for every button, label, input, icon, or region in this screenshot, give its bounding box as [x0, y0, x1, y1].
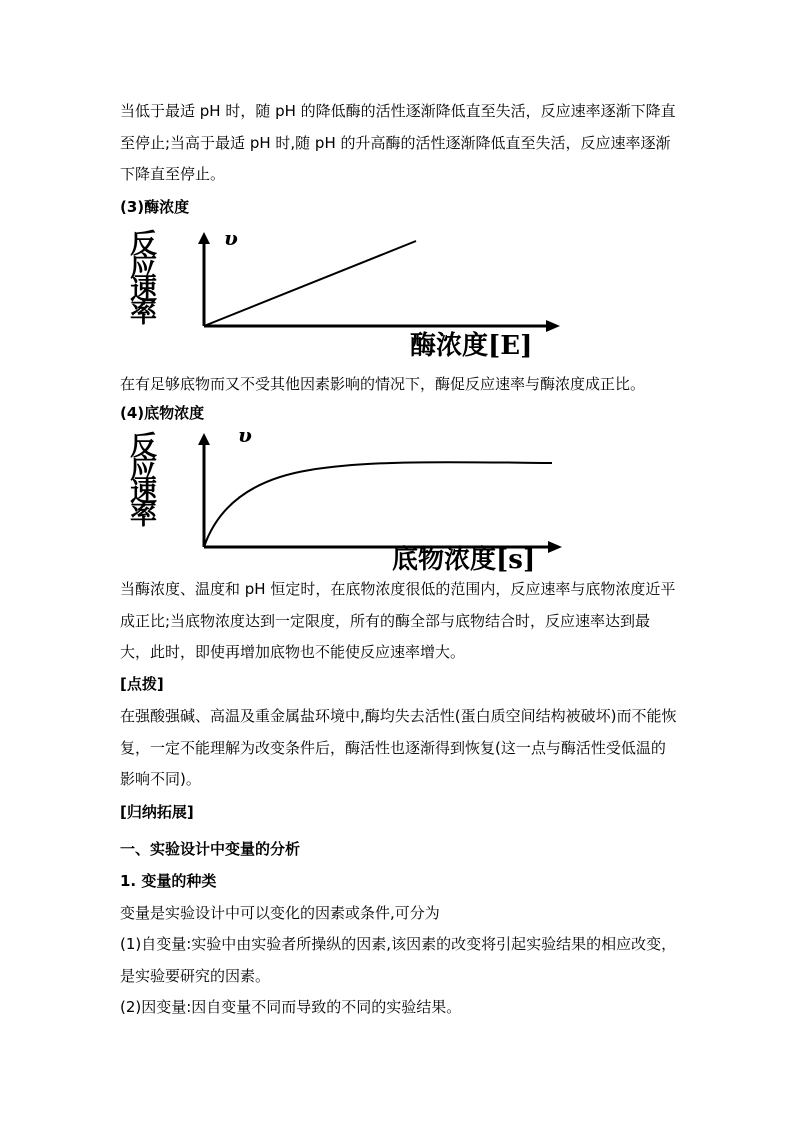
- x-axis-arrow: [546, 320, 560, 332]
- ylabel-char: 速: [130, 477, 157, 508]
- heading-substrate-concentration: (4)底物浓度: [120, 404, 205, 422]
- ylabel-char: 速: [130, 275, 157, 306]
- summary-subheading-2: 1. 变量的种类: [120, 872, 217, 890]
- graph-substrate-concentration: [120, 430, 660, 572]
- paragraph-ph-effect: 当低于最适 pH 时，随 pH 的降低酶的活性逐渐降低直至失活，反应速率逐渐下降直至停止;当高于最适 pH 时,随 pH 的升高酶的活性逐渐降低直至失活，反应速率逐渐下降直至停止。: [120, 102, 676, 183]
- ylabel-char: 率: [130, 500, 157, 531]
- ylabel-char: 反: [130, 229, 157, 260]
- summary-heading: [归纳拓展]: [120, 803, 194, 821]
- linear-curve: [204, 241, 416, 326]
- v-label: υ: [238, 430, 252, 447]
- graph-enzyme-concentration: [120, 226, 660, 362]
- saturation-curve: [204, 462, 552, 547]
- ylabel-char: 应: [130, 252, 157, 283]
- ylabel-char: 率: [130, 298, 157, 329]
- summary-intro: 变量是实验设计中可以变化的因素或条件,可分为: [120, 904, 440, 922]
- y-axis-arrow: [198, 433, 210, 445]
- y-axis-arrow: [198, 232, 210, 244]
- caption-substrate-concentration: 当酶浓度、温度和 pH 恒定时，在底物浓度很低的范围内，反应速率与底物浓度近平成正比;当底物浓度达到一定限度，所有的酶全部与底物结合时，反应速率达到最大，此时，即使再增加底物也不能使反应速率增大。: [120, 580, 676, 661]
- x-axis-arrow: [548, 541, 562, 553]
- tip-heading: [点拨]: [120, 675, 164, 693]
- summary-item-1: (1)自变量:实验中由实验者所操纵的因素,该因素的改变将引起实验结果的相应改变，是实验要研究的因素。: [120, 935, 677, 985]
- summary-subheading-1: 一、实验设计中变量的分析: [120, 840, 301, 858]
- xlabel: 底物浓度[s]: [392, 545, 536, 572]
- ylabel-char: 应: [130, 454, 157, 485]
- heading-enzyme-concentration: (3)酶浓度: [120, 198, 190, 216]
- xlabel: 酶浓度[E]: [410, 331, 533, 361]
- caption-enzyme-concentration: 在有足够底物而又不受其他因素影响的情况下，酶促反应速率与酶浓度成正比。: [120, 375, 646, 393]
- tip-text: 在强酸强碱、高温及重金属盐环境中,酶均失去活性(蛋白质空间结构被破坏)而不能恢复，一定不能理解为改变条件后，酶活性也逐渐得到恢复(这一点与酶活性受低温的影响不同)。: [120, 707, 677, 788]
- summary-item-2: (2)因变量:因自变量不同而导致的不同的实验结果。: [120, 998, 462, 1016]
- ylabel-char: 反: [130, 431, 157, 462]
- v-label: υ: [224, 226, 238, 250]
